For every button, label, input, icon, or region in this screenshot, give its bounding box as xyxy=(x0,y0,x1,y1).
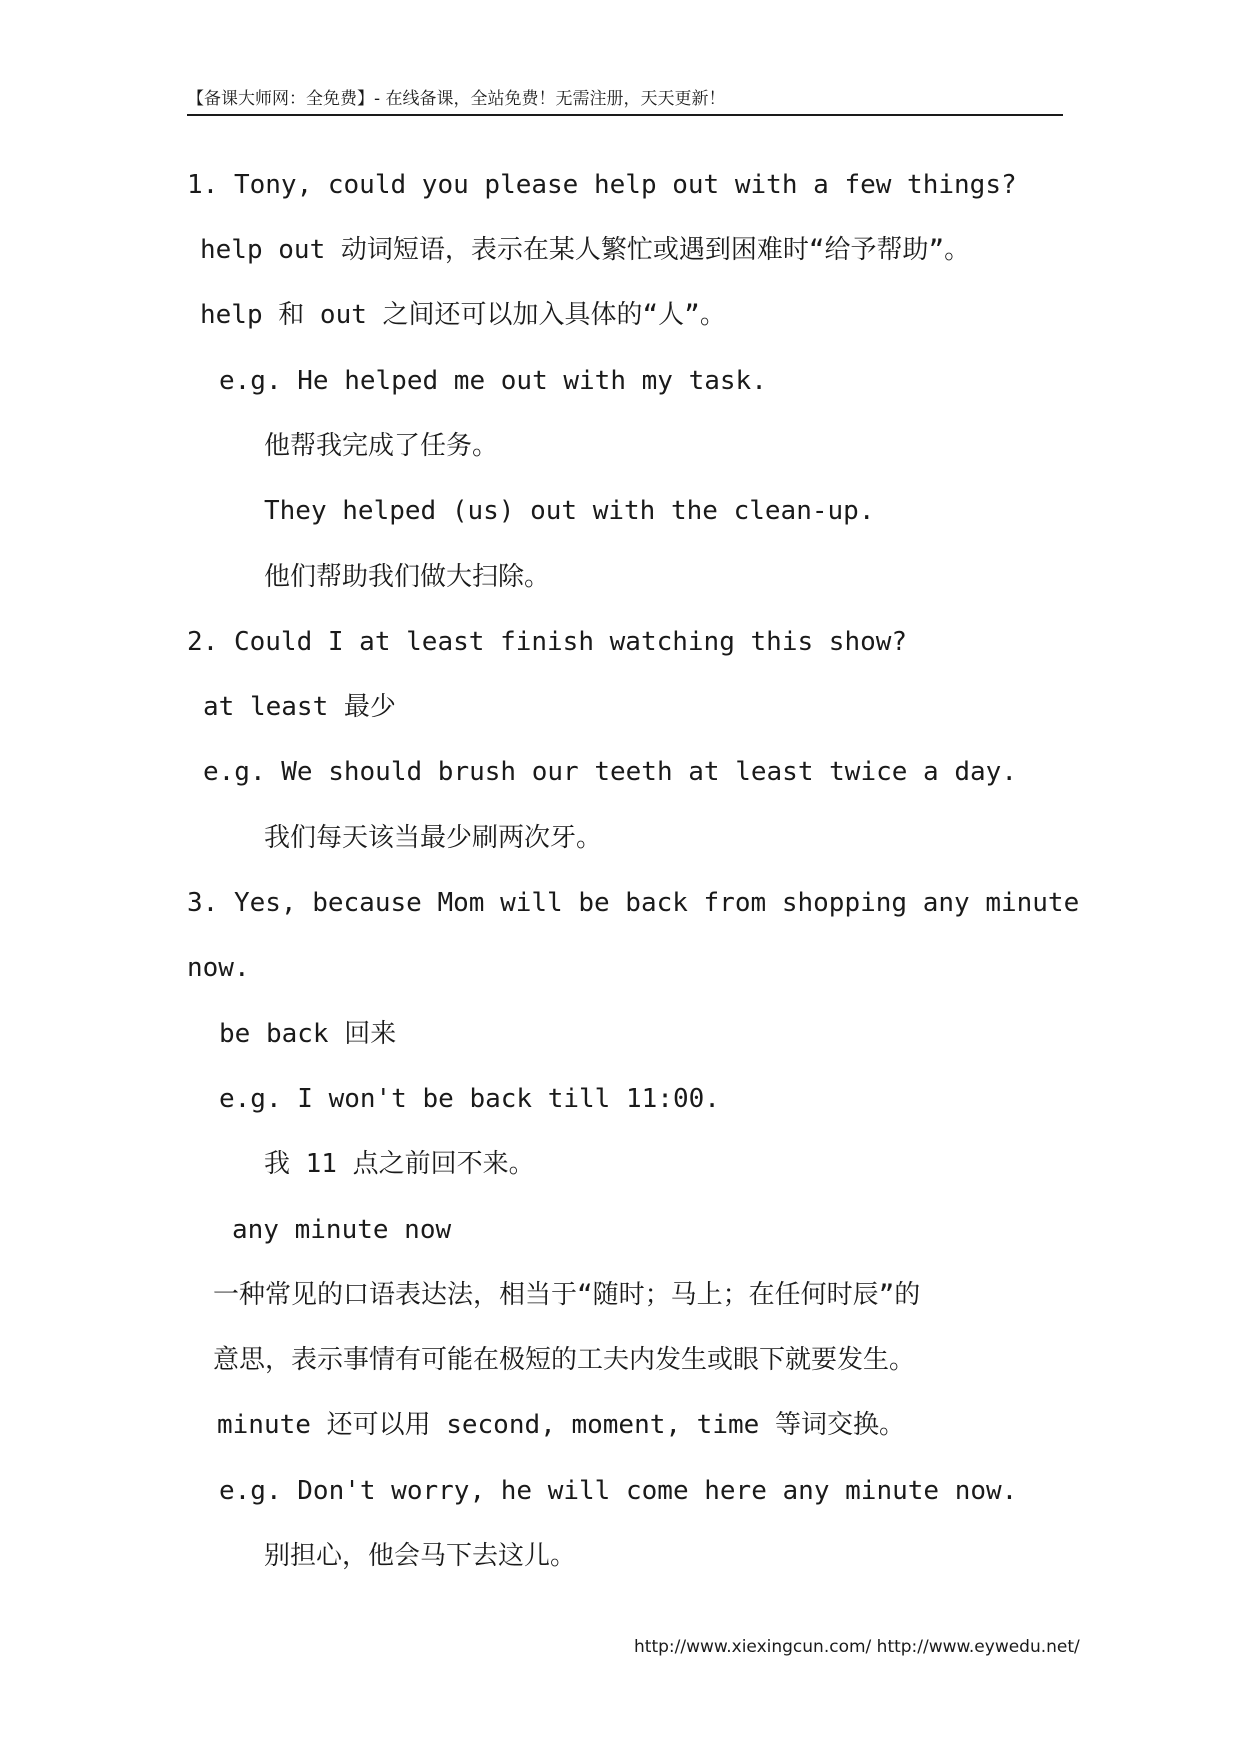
item-3-note: minute 还可以用 second, moment, time 等词交换。 xyxy=(217,1410,905,1440)
item-2-example: e.g. We should brush our teeth at least twice a day. xyxy=(203,757,1017,787)
item-3-sentence-cont: now. xyxy=(187,953,250,983)
item-3-example-2-translation: 别担心，他会马下去这儿。 xyxy=(264,1541,577,1571)
item-3-explanation-1: 一种常见的口语表达法，相当于“随时；马上；在任何时辰”的 xyxy=(213,1280,921,1310)
item-1-example-2: They helped (us) out with the clean-up. xyxy=(264,496,875,526)
item-3-example-2: e.g. Don't worry, he will come here any minute now. xyxy=(219,1476,1018,1506)
item-2-example-translation: 我们每天该当最少刷两次牙。 xyxy=(264,823,603,853)
item-3-sentence: 3. Yes, because Mom will be back from shopping any minute xyxy=(187,888,1080,918)
item-2-sentence: 2. Could I at least finish watching this show? xyxy=(187,627,908,657)
item-3-example-1: e.g. I won't be back till 11:00. xyxy=(219,1084,720,1114)
item-1-note: help 和 out 之间还可以加入具体的“人”。 xyxy=(200,300,726,330)
item-1-explanation: help out 动词短语，表示在某人繁忙或遇到困难时“给予帮助”。 xyxy=(200,235,971,265)
item-3-explanation-2: 意思，表示事情有可能在极短的工夫内发生或眼下就要发生。 xyxy=(213,1345,916,1375)
item-1-sentence: 1. Tony, could you please help out with a few things? xyxy=(187,170,1017,200)
item-3-phrase-2: any minute now xyxy=(232,1215,452,1245)
item-3-phrase-1: be back 回来 xyxy=(219,1019,397,1049)
item-1-example-translation: 他帮我完成了任务。 xyxy=(264,431,499,461)
page-footer: http://www.xiexingcun.com/ http://www.eywedu.net/ xyxy=(634,1637,1080,1657)
item-3-example-1-translation: 我 11 点之前回不来。 xyxy=(264,1149,535,1179)
header-divider xyxy=(187,114,1063,116)
page-header: 【备课大师网：全免费】- 在线备课，全站免费！无需注册，天天更新！ xyxy=(187,89,726,109)
item-1-example-2-translation: 他们帮助我们做大扫除。 xyxy=(264,562,551,592)
item-2-phrase: at least 最少 xyxy=(203,692,396,722)
item-1-example: e.g. He helped me out with my task. xyxy=(219,366,767,396)
